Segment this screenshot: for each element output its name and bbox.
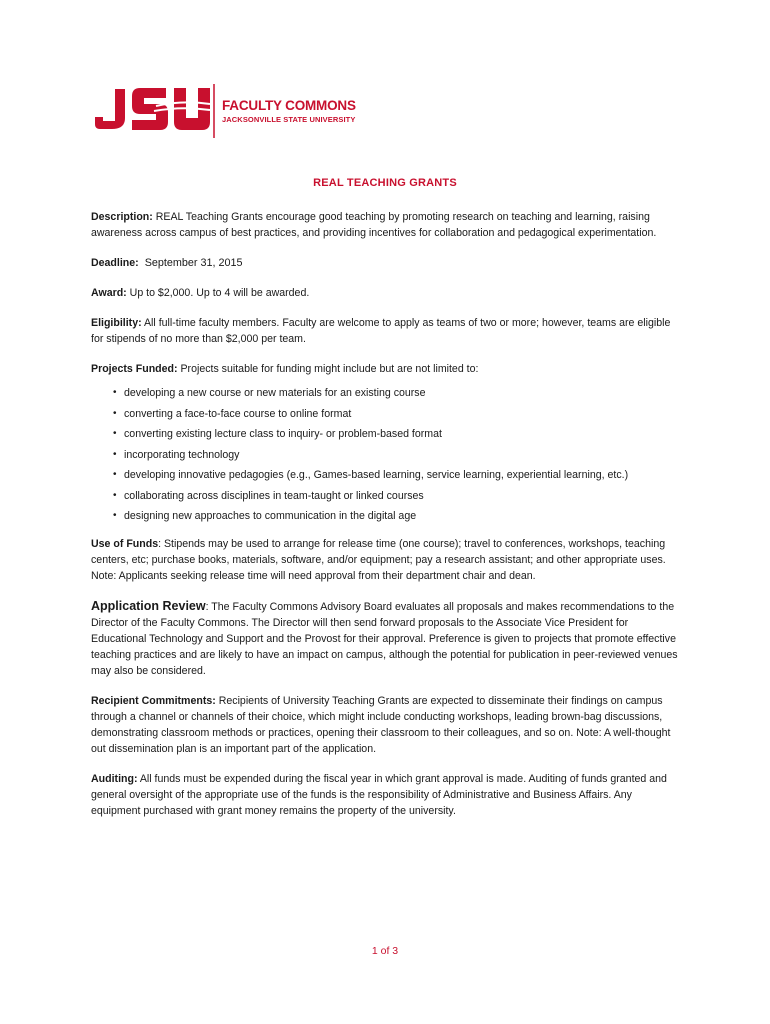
list-item: • incorporating technology <box>113 448 240 461</box>
award-text: Up to $2,000. Up to 4 will be awarded. <box>126 287 310 299</box>
description-label: Description: <box>91 211 153 223</box>
award-label: Award: <box>91 287 127 299</box>
projects-funded-text: Projects suitable for funding might include but are not limited to: <box>177 363 479 375</box>
list-item: • converting existing lecture class to inquiry- or problem-based format <box>113 428 442 440</box>
list-item: • developing innovative pedagogies (e.g., Games-based learning, service learning, experiential learning, etc.) <box>113 469 629 481</box>
bullet-icon: • <box>113 387 117 398</box>
list-item: • developing a new course or new materials for an existing course <box>113 387 426 399</box>
eligibility-text: All full-time faculty members. Faculty are welcome to apply as teams of two or more; however, teams are eligible for stipends of no more than $2,000 per team. <box>91 317 671 345</box>
bullet-icon: • <box>113 448 117 460</box>
award-section <box>91 285 683 301</box>
application-review-text: : The Faculty Commons Advisory Board evaluates all proposals and makes recommendations to the Director of the Faculty Commons. The Director will then send forward proposals to the Associate Vice President for Educational Technology and Support and the Provost for their approval. Preference is given to projects that promote effective teaching practices and are likely to have an impact on campus, although the potential for publication in peer-reviewed venues may also be considered. <box>91 601 678 677</box>
projects-funded-label: Projects Funded: <box>91 363 178 375</box>
application-review-section <box>91 598 683 679</box>
document-title: REAL TEACHING GRANTS <box>313 177 457 189</box>
jsu-logo-icon <box>92 82 216 140</box>
auditing-text: All funds must be expended during the fiscal year in which grant approval is made. Auditing of funds granted and general oversight of the appropriate use of the funds is the responsibility of Administrative and Business Affairs. Any equipment purchased with grant money remains the property of the university. <box>91 773 667 817</box>
bullet-icon: • <box>113 428 117 439</box>
list-item: • designing new approaches to communication in the digital age <box>113 510 417 522</box>
use-of-funds-label: Use of Funds <box>91 538 159 550</box>
description-section <box>91 209 683 241</box>
recipient-commitments-text: Recipients of University Teaching Grants are expected to disseminate their findings on campus through a channel or channels of their choice, which might include conducting workshops, leading brown-bag discussions, demonstrating classroom methods or practices, opening their classroom to their colleagues, and so on. Note: A well-thought out dissemination plan is an important part of the application. <box>91 695 671 755</box>
projects-funded-section <box>91 361 683 377</box>
auditing-label: Auditing: <box>91 773 138 785</box>
document-body <box>91 209 683 833</box>
projects-funded-list <box>91 385 683 524</box>
eligibility-section <box>91 315 683 347</box>
use-of-funds-text: : Stipends may be used to arrange for release time (one course); travel to conferences, workshops, teaching centers, etc; purchase books, materials, software, and/or equipment; pay a research assistant; and other appropriate uses. Note: Applicants seeking release time will need approval from their department chair and dean. <box>91 538 666 582</box>
recipient-commitments-label: Recipient Commitments: <box>91 695 216 707</box>
eligibility-label: Eligibility: <box>91 317 142 329</box>
bullet-icon: • <box>113 469 117 480</box>
use-of-funds-section <box>91 536 683 584</box>
list-item: • converting a face-to-face course to online format <box>113 407 352 420</box>
logo-text <box>222 98 356 125</box>
logo-university-name: JACKSONVILLE STATE UNIVERSITY <box>222 115 356 124</box>
deadline-section <box>91 255 683 271</box>
deadline-value: September 31, 2015 <box>144 257 243 269</box>
recipient-commitments-section <box>91 693 683 757</box>
jsu-faculty-commons-logo <box>92 82 392 140</box>
bullet-icon: • <box>113 489 117 501</box>
page-number: 1 of 3 <box>371 945 399 957</box>
application-review-label: Application Review <box>91 599 206 613</box>
description-text: REAL Teaching Grants encourage good teaching by promoting research on teaching and learning, raising awareness across campus of best practices, and providing incentives for collaboration and pedagogical experimentation. <box>91 211 657 239</box>
deadline-label: Deadline: <box>91 257 139 269</box>
bullet-icon: • <box>113 407 117 419</box>
bullet-icon: • <box>113 510 117 521</box>
logo-org-name: FACULTY COMMONS <box>222 98 356 113</box>
auditing-section <box>91 771 683 819</box>
list-item: • collaborating across disciplines in team-taught or linked courses <box>113 489 424 502</box>
